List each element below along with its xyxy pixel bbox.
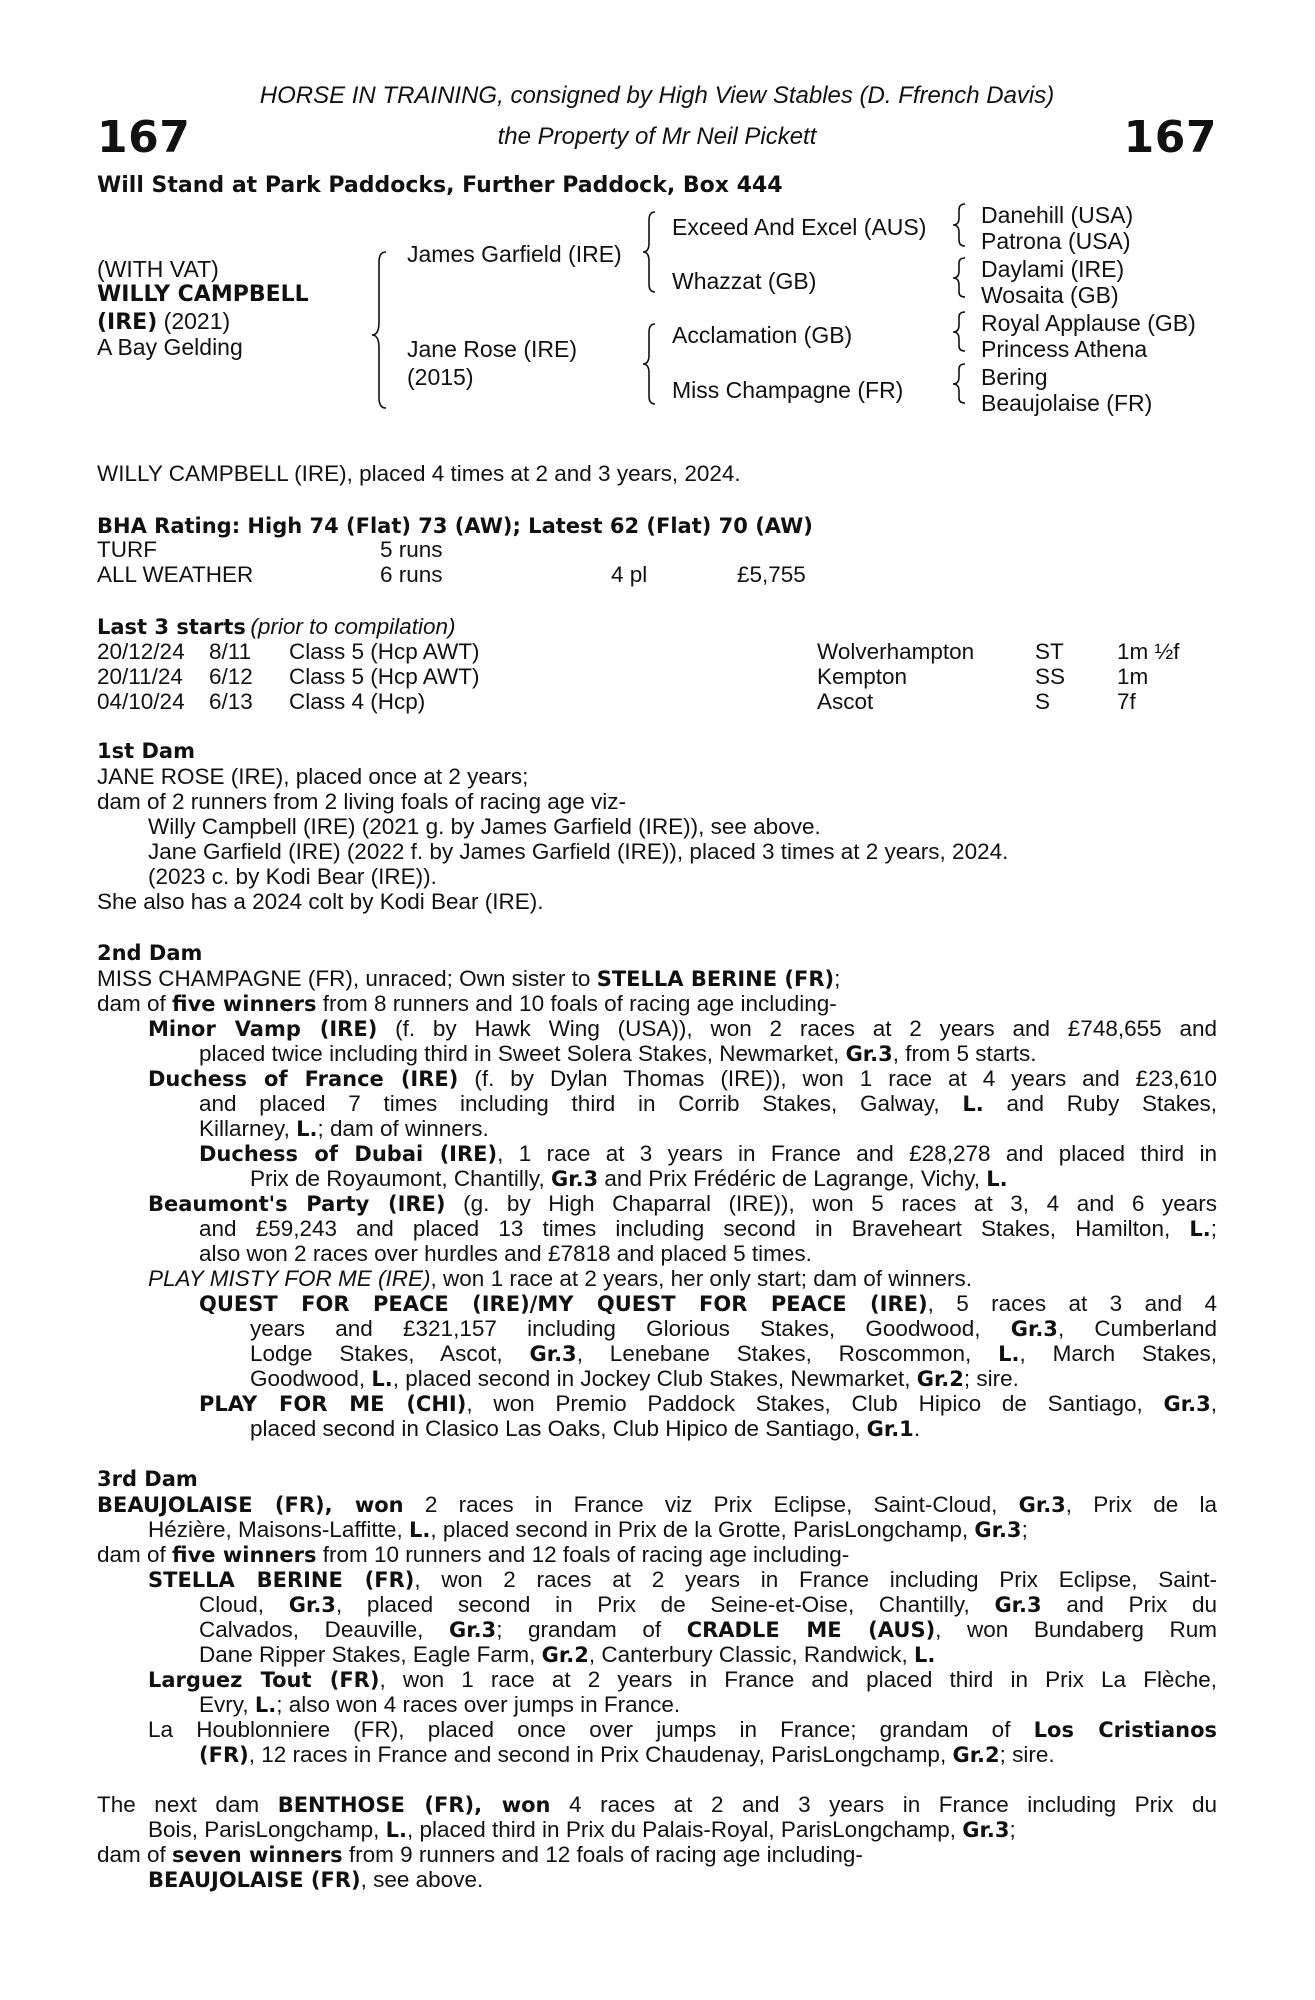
stella-berine-line-1: STELLA BERINE (FR), won 2 races at 2 years in France including Prix Eclipse, Saint- [148, 1567, 1217, 1592]
next-dam-line-3: dam of seven winners from 9 runners and 12 foals of racing age including- [97, 1842, 863, 1867]
first-dam-foal-2: Jane Garfield (IRE) (2022 f. by James Garfield (IRE)), placed 3 times at 2 years, 2024. [148, 839, 1009, 864]
pedigree-sire-sire: Exceed And Excel (AUS) [672, 214, 927, 240]
race-summary: WILLY CAMPBELL (IRE), placed 4 times at 2 and 3 years, 2024. [97, 461, 741, 486]
consignment-line: HORSE IN TRAINING, consigned by High View Stables (D. Ffrench Davis) [259, 82, 1055, 109]
duchess-france-line-1: Duchess of France (IRE) (f. by Dylan Thomas (IRE)), won 1 race at 4 years and £23,610 [148, 1066, 1217, 1091]
last-starts-heading: Last 3 starts (prior to compilation) [97, 614, 456, 639]
pedigree-dam-dam: Miss Champagne (FR) [672, 377, 904, 403]
pedigree-g8: Beaujolaise (FR) [981, 390, 1153, 416]
pedigree-g4: Wosaita (GB) [981, 282, 1119, 308]
aw-placed: 4 pl [611, 562, 648, 587]
start-position: 6/12 [209, 664, 253, 689]
stella-berine-line-3: Calvados, Deauville, Gr.3; grandam of CRADLE ME (AUS), won Bundaberg Rum [199, 1617, 1217, 1642]
play-for-me-line-2: placed second in Clasico Las Oaks, Club Hipico de Santiago, Gr.1. [250, 1416, 921, 1441]
aw-prize: £5,755 [737, 562, 806, 587]
la-houblonniere-line-1: La Houblonniere (FR), placed once over jumps in France; grandam of Los Cristianos [148, 1717, 1218, 1742]
aw-runs: 6 runs [380, 562, 443, 587]
minor-vamp-line-1: Minor Vamp (IRE) (f. by Hawk Wing (USA)), won 2 races at 2 years and £748,655 and [148, 1016, 1217, 1041]
catalogue-page [97, 0, 1217, 2000]
beaumonts-party-line-1: Beaumont's Party (IRE) (g. by High Chaparral (IRE)), won 5 races at 3, 4 and 6 years [148, 1191, 1217, 1216]
start-position: 8/11 [209, 639, 252, 664]
pedigree-g1: Danehill (USA) [981, 202, 1134, 228]
turf-runs: 5 runs [380, 537, 443, 562]
start-course: Ascot [817, 689, 874, 714]
stella-berine-line-4: Dane Ripper Stakes, Eagle Farm, Gr.2, Canterbury Classic, Randwick, L. [199, 1642, 936, 1667]
beaumonts-party-line-3: also won 2 races over hurdles and £7818 and placed 5 times. [199, 1241, 812, 1266]
start-race-class: Class 5 (Hcp AWT) [289, 664, 480, 689]
pedigree-g2: Patrona (USA) [981, 228, 1131, 254]
start-race-class: Class 5 (Hcp AWT) [289, 639, 480, 664]
beaujolaise-line-1: BEAUJOLAISE (FR), won 2 races in France viz Prix Eclipse, Saint-Cloud, Gr.3, Prix de la [97, 1492, 1218, 1517]
stella-berine-line-2: Cloud, Gr.3, placed second in Prix de Seine-et-Oise, Chantilly, Gr.3 and Prix du [199, 1592, 1217, 1617]
play-for-me-line-1: PLAY FOR ME (CHI), won Premio Paddock Stakes, Club Hipico de Santiago, Gr.3, [199, 1391, 1217, 1416]
third-dam-heading: 3rd Dam [97, 1467, 198, 1491]
larguez-tout-line-2: Evry, L.; also won 4 races over jumps in France. [199, 1692, 681, 1717]
start-distance: 1m ½f [1117, 639, 1180, 664]
first-dam-line-2: dam of 2 runners from 2 living foals of racing age viz- [97, 789, 626, 814]
quest-for-peace-line-4: Goodwood, L., placed second in Jockey Club Stakes, Newmarket, Gr.2; sire. [250, 1366, 1019, 1391]
start-going: S [1035, 689, 1051, 714]
start-date: 20/12/24 [97, 639, 185, 664]
start-course: Kempton [817, 664, 908, 689]
start-date: 04/10/24 [97, 689, 185, 714]
pedigree-dam-year: (2015) [407, 364, 474, 390]
first-dam-line-1: JANE ROSE (IRE), placed once at 2 years; [97, 764, 529, 789]
minor-vamp-line-2: placed twice including third in Sweet Solera Stakes, Newmarket, Gr.3, from 5 starts. [199, 1041, 1037, 1066]
horse-name: WILLY CAMPBELL [97, 282, 309, 307]
quest-for-peace-line-3: Lodge Stakes, Ascot, Gr.3, Lenebane Stakes, Roscommon, L., March Stakes, [250, 1341, 1217, 1366]
next-dam-line-4: BEAUJOLAISE (FR), see above. [148, 1867, 484, 1892]
first-dam-foal-3: (2023 c. by Kodi Bear (IRE)). [148, 864, 437, 889]
start-course: Wolverhampton [817, 639, 975, 664]
start-going: SS [1035, 664, 1066, 689]
pedigree-sire: James Garfield (IRE) [407, 241, 622, 267]
pedigree-dam: Jane Rose (IRE) [407, 336, 578, 362]
beaujolaise-line-2: Hézière, Maisons-Laffitte, L., placed second in Prix de la Grotte, ParisLongchamp, Gr.3; [148, 1517, 1028, 1542]
pedigree-sire-dam: Whazzat (GB) [672, 268, 817, 294]
bha-rating-title: BHA Rating: High 74 (Flat) 73 (AW); Latest 62 (Flat) 70 (AW) [97, 514, 813, 538]
stand-location: Will Stand at Park Paddocks, Further Paddock, Box 444 [97, 173, 783, 198]
pedigree-g5: Royal Applause (GB) [981, 310, 1196, 336]
horse-description: A Bay Gelding [97, 334, 243, 360]
next-dam-line-1: The next dam BENTHOSE (FR), won 4 races at 2 and 3 years in France including Prix du [97, 1792, 1217, 1817]
start-position: 6/13 [209, 689, 253, 714]
second-dam-line-2: dam of five winners from 8 runners and 10 foals of racing age including- [97, 991, 837, 1016]
first-dam-line-6: She also has a 2024 colt by Kodi Bear (IRE). [97, 889, 544, 914]
pedigree-dam-sire: Acclamation (GB) [672, 322, 853, 348]
first-dam-heading: 1st Dam [97, 739, 195, 763]
start-going: ST [1035, 639, 1064, 664]
aw-label: ALL WEATHER [97, 562, 254, 587]
start-date: 20/11/24 [97, 664, 183, 689]
beaumonts-party-line-2: and £59,243 and placed 13 times including second in Braveheart Stakes, Hamilton, L.; [199, 1216, 1217, 1241]
beaujolaise-line-3: dam of five winners from 10 runners and 12 foals of racing age including- [97, 1542, 850, 1567]
la-houblonniere-line-2: (FR), 12 races in France and second in Prix Chaudenay, ParisLongchamp, Gr.2; sire. [199, 1742, 1055, 1767]
pedigree-g3: Daylami (IRE) [981, 256, 1125, 282]
horse-origin-year: (IRE) (2021) [97, 308, 231, 335]
duchess-dubai-line-1: Duchess of Dubai (IRE), 1 race at 3 years in France and £28,278 and placed third in [199, 1141, 1218, 1166]
duchess-france-line-3: Killarney, L.; dam of winners. [199, 1116, 489, 1141]
lot-number-left: 167 [97, 112, 191, 163]
pedigree-g6: Princess Athena [981, 336, 1148, 362]
start-distance: 1m [1117, 664, 1149, 689]
second-dam-heading: 2nd Dam [97, 941, 203, 965]
start-race-class: Class 4 (Hcp) [289, 689, 426, 714]
start-distance: 7f [1117, 689, 1136, 714]
second-dam-line-1: MISS CHAMPAGNE (FR), unraced; Own sister to STELLA BERINE (FR); [97, 966, 841, 991]
first-dam-foal-1: Willy Campbell (IRE) (2021 g. by James Garfield (IRE)), see above. [148, 814, 821, 839]
quest-for-peace-line-2: years and £321,157 including Glorious Stakes, Goodwood, Gr.3, Cumberland [250, 1316, 1217, 1341]
ownership-line: the Property of Mr Neil Pickett [497, 123, 817, 150]
larguez-tout-line-1: Larguez Tout (FR), won 1 race at 2 years in France and placed third in Prix La Flèche, [148, 1667, 1217, 1692]
quest-for-peace-line-1: QUEST FOR PEACE (IRE)/MY QUEST FOR PEACE (IRE), 5 races at 3 and 4 [199, 1291, 1218, 1316]
play-misty-line-1: PLAY MISTY FOR ME (IRE), won 1 race at 2 years, her only start; dam of winners. [148, 1266, 973, 1291]
pedigree-g7: Bering [981, 364, 1048, 390]
duchess-france-line-2: and placed 7 times including third in Corrib Stakes, Galway, L. and Ruby Stakes, [199, 1091, 1217, 1116]
lot-number-right: 167 [1123, 112, 1217, 163]
next-dam-line-2: Bois, ParisLongchamp, L., placed third in Prix du Palais-Royal, ParisLongchamp, Gr.3; [148, 1817, 1016, 1842]
duchess-dubai-line-2: Prix de Royaumont, Chantilly, Gr.3 and Prix Frédéric de Lagrange, Vichy, L. [250, 1166, 1008, 1191]
turf-label: TURF [97, 537, 157, 562]
vat-note: (WITH VAT) [97, 256, 219, 282]
